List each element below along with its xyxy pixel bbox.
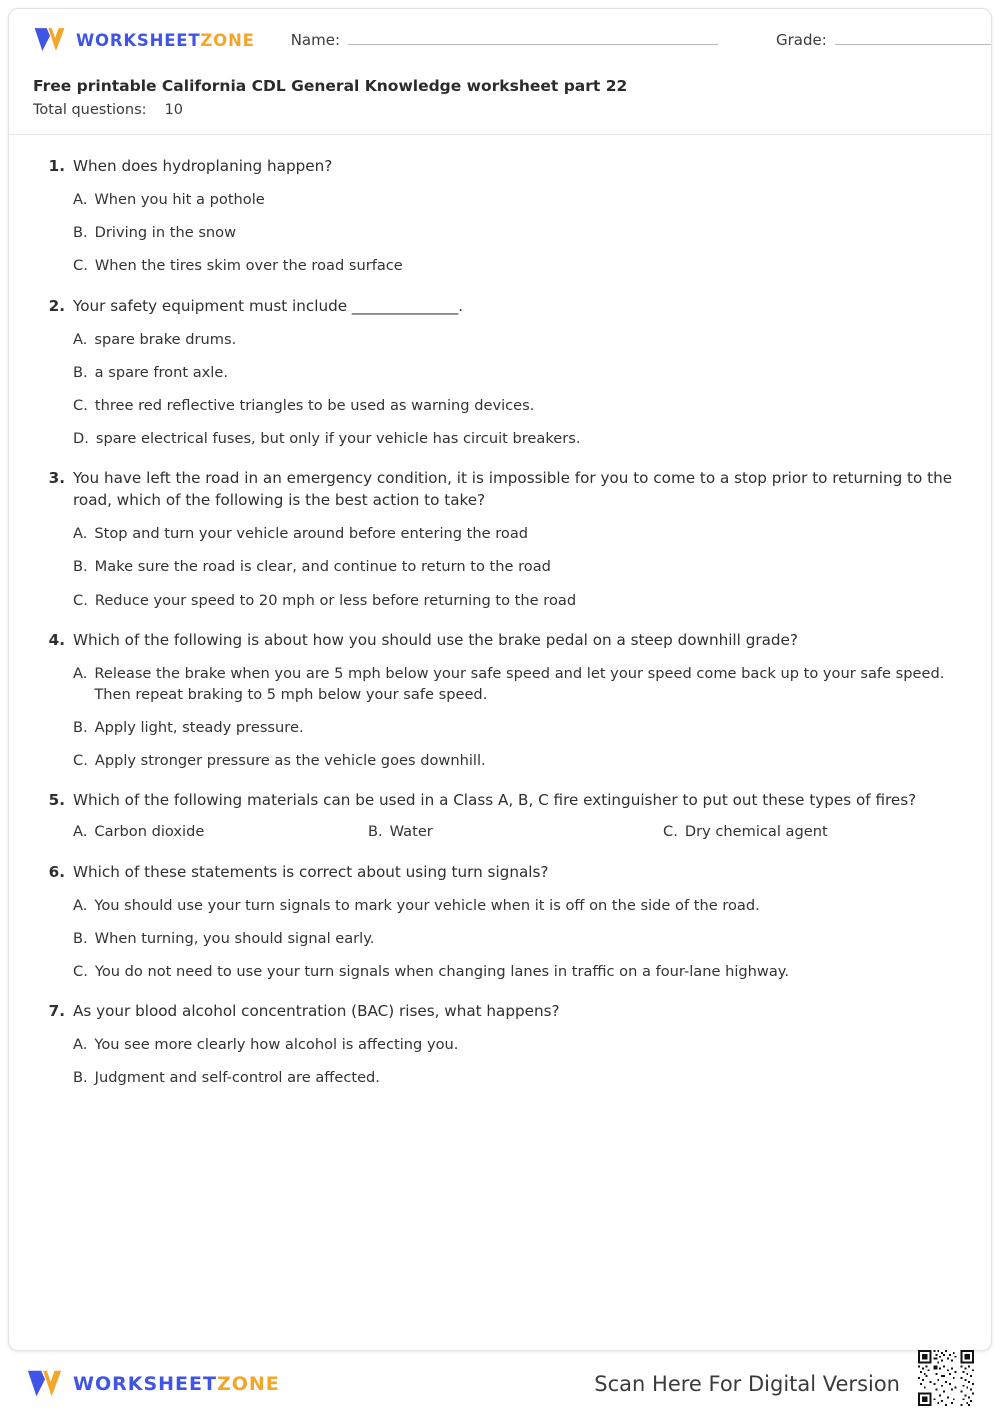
question-number: 1. [48,157,65,175]
option-key: C. [73,591,88,609]
footer-brand-name-part1: WORKSHEET [73,1373,217,1395]
option-key: B. [73,719,88,737]
option-key: B. [73,363,88,381]
total-questions-value: 10 [164,102,184,118]
option-item[interactable] [73,821,368,842]
option-text: a spare front axle. [94,363,228,381]
option-key: A. [73,191,88,209]
option-item[interactable] [73,255,961,276]
question-text: Which of the following materials can be used in a Class A, B, C fire extinguisher to put out these types of fires? [73,791,917,810]
option-text: When you hit a pothole [94,191,265,209]
option-key: C. [73,962,88,980]
option-key: B. [368,823,383,841]
option-key: B. [73,929,88,947]
question-item [39,467,961,611]
option-text: Apply light, steady pressure. [94,719,304,737]
option-item[interactable] [73,590,961,611]
option-item[interactable] [368,821,663,842]
question-head [39,1000,961,1022]
question-item [39,629,961,772]
grade-input-line[interactable] [835,31,992,45]
page-title: Free printable California CDL General Knowledge worksheet part 22 [33,77,628,95]
option-list [39,663,961,772]
grade-field[interactable] [776,31,992,49]
option-text: Carbon dioxide [94,823,205,841]
grade-label: Grade: [776,31,827,49]
question-number: 3. [48,469,65,488]
option-key: A. [73,1036,88,1054]
question-number: 5. [48,791,65,810]
option-text: spare brake drums. [94,330,237,348]
question-text: When does hydroplaning happen? [73,157,333,175]
option-text: You do not need to use your turn signals when changing lanes in traffic on a four-lane highway. [94,962,789,980]
option-text: You should use your turn signals to mark your vehicle when it is off on the side of the road. [94,896,760,914]
footer-brand-logo [26,1367,280,1401]
option-list [39,523,961,610]
footer-brand-name [73,1373,280,1395]
footer-brand-name-part2: ZONE [216,1373,280,1395]
option-text: Stop and turn your vehicle around before entering the road [94,525,529,543]
option-key: B. [73,558,88,576]
total-questions-label: Total questions: [33,102,147,118]
option-key: C. [73,257,88,275]
question-text: Your safety equipment must include ______________. [73,296,464,315]
option-key: C. [73,752,88,770]
question-item [39,295,961,450]
option-list [39,895,961,982]
option-text: Release the brake when you are 5 mph below your safe speed and let your speed come back up to your safe speed. Then repeat braking to 5 mph below your safe speed. [94,664,945,703]
option-item[interactable] [73,717,961,738]
question-head [39,861,961,883]
option-list [39,189,961,276]
question-number: 4. [48,630,65,649]
option-item[interactable] [73,663,961,705]
option-key: C. [663,823,678,841]
worksheet-footer [8,1358,992,1410]
option-text: You see more clearly how alcohol is affecting you. [94,1036,459,1054]
question-head [39,467,961,511]
option-item[interactable] [73,428,961,449]
brand-name-part2: ZONE [200,30,255,50]
option-key: C. [73,396,88,414]
option-key: A. [73,330,88,348]
option-key: B. [73,224,88,242]
question-text: Which of these statements is correct about using turn signals? [73,862,549,881]
option-key: D. [73,430,89,447]
option-text: When turning, you should signal early. [94,929,375,947]
option-text: Apply stronger pressure as the vehicle goes downhill. [94,752,486,770]
option-item[interactable] [73,895,961,916]
question-head [39,155,961,177]
option-item[interactable] [73,395,961,416]
option-item[interactable] [73,750,961,771]
option-list [39,329,961,450]
question-number: 6. [48,862,65,881]
name-label: Name: [290,31,341,49]
brand-name [76,31,255,50]
option-item[interactable] [73,222,961,243]
question-item [39,861,961,983]
question-head [39,629,961,651]
question-text: You have left the road in an emergency condition, it is impossible for you to come to a stop prior to returning to the road, which of the following is the best action to take? [73,469,953,510]
option-item[interactable] [73,1067,961,1088]
option-key: A. [73,896,88,914]
option-text: Make sure the road is clear, and continue to return to the road [94,558,551,576]
option-item[interactable] [73,1034,961,1055]
option-item[interactable] [73,961,961,982]
option-text: Water [389,823,433,841]
question-item [39,1000,961,1088]
question-text: Which of the following is about how you should use the brake pedal on a steep downhill grade? [73,630,798,649]
option-item[interactable] [73,189,961,210]
option-text: three red reflective triangles to be used as warning devices. [94,396,535,414]
option-key: A. [73,525,88,543]
option-item[interactable] [73,556,961,577]
option-text: Driving in the snow [94,224,237,242]
brand-logo [33,25,255,55]
option-text: Dry chemical agent [684,823,828,841]
question-item [39,789,961,842]
option-item[interactable] [73,928,961,949]
option-text: Judgment and self-control are affected. [94,1069,380,1087]
worksheet-page [8,8,992,1351]
option-text: Reduce your speed to 20 mph or less before returning to the road [94,591,577,609]
option-key: B. [73,1069,88,1087]
option-key: A. [73,664,88,682]
option-text: When the tires skim over the road surface [94,257,403,275]
title-block [9,71,991,134]
question-number: 2. [48,296,65,315]
brand-name-part1: WORKSHEET [76,30,201,50]
w-logo-icon [26,1367,64,1401]
question-head [39,789,961,811]
option-text: spare electrical fuses, but only if your vehicle has circuit breakers. [95,430,581,447]
option-item[interactable] [73,362,961,383]
worksheet-header [9,9,991,71]
name-input-line[interactable] [348,31,718,45]
qr-code-icon[interactable] [918,1350,974,1406]
w-logo-icon [33,25,67,55]
question-item [39,155,961,277]
option-item[interactable] [73,329,961,350]
name-field[interactable] [291,31,718,49]
total-questions [33,102,967,118]
question-head [39,295,961,317]
option-list [39,821,961,842]
scan-label: Scan Here For Digital Version [594,1372,900,1396]
option-list [39,1034,961,1088]
option-item[interactable] [663,821,958,842]
questions-list [9,135,991,1116]
option-item[interactable] [73,523,961,544]
question-text: As your blood alcohol concentration (BAC) rises, what happens? [73,1002,560,1021]
question-number: 7. [48,1002,65,1021]
option-key: A. [73,823,88,841]
